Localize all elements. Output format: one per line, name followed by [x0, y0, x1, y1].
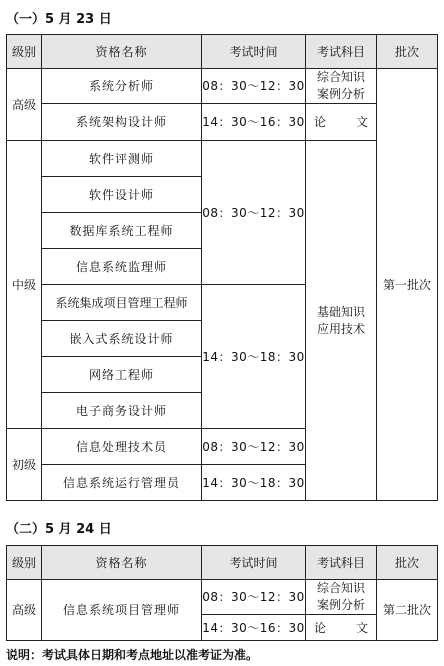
level-senior: 高级 — [7, 69, 42, 141]
table-row — [7, 580, 438, 615]
header-batch: 批次 — [377, 35, 438, 69]
header-time: 考试时间 — [202, 35, 306, 69]
qualification-cell: 数据库系统工程师 — [42, 213, 202, 249]
subject-cell — [306, 141, 377, 501]
subject-line: 应用技术 — [316, 321, 365, 336]
subject-cell — [306, 580, 377, 615]
header-subject: 考试科目 — [306, 546, 377, 580]
table-header-row — [7, 35, 438, 69]
header-qualification: 资格名称 — [42, 546, 202, 580]
subject-line: 案例分析 — [316, 598, 365, 612]
footnote: 说明：考试具体日期和考点地址以准考证为准。 — [6, 648, 259, 662]
time-cell: 08：30～12：30 — [202, 141, 306, 285]
header-subject: 考试科目 — [306, 35, 377, 69]
qualification-cell: 软件设计师 — [42, 177, 202, 213]
table-header-row — [7, 546, 438, 580]
time-cell: 08：30～12：30 — [202, 580, 306, 615]
time-cell: 14：30～18：30 — [202, 465, 306, 501]
time-cell: 14：30～16：30 — [202, 615, 306, 641]
level-intermediate: 中级 — [7, 141, 42, 429]
schedule-table-may24 — [6, 545, 438, 641]
subject-cell-thesis — [306, 104, 377, 141]
header-qualification: 资格名称 — [42, 35, 202, 69]
time-cell: 08：30～12：30 — [202, 69, 306, 104]
thesis-char: 论 — [314, 620, 327, 635]
subject-line: 案例分析 — [316, 87, 365, 101]
qualification-cell: 电子商务设计师 — [42, 393, 202, 429]
schedule-table-may23 — [6, 34, 438, 501]
time-cell: 14：30～16：30 — [202, 104, 306, 141]
subject-line: 综合知识 — [316, 581, 365, 595]
time-cell: 08：30～12：30 — [202, 429, 306, 465]
header-time: 考试时间 — [202, 546, 306, 580]
thesis-char: 文 — [355, 115, 368, 129]
qualification-cell: 信息系统运行管理员 — [42, 465, 202, 501]
qualification-cell: 信息处理技术员 — [42, 429, 202, 465]
time-cell: 14：30～18：30 — [202, 285, 306, 429]
batch-cell: 第一批次 — [377, 69, 438, 501]
qualification-cell: 系统集成项目管理工程师 — [42, 285, 202, 321]
qualification-cell: 软件评测师 — [42, 141, 202, 177]
qualification-cell: 信息系统项目管理师 — [42, 580, 202, 641]
header-batch: 批次 — [377, 546, 438, 580]
qualification-cell: 系统分析师 — [42, 69, 202, 104]
table-row — [7, 141, 438, 177]
subject-line: 综合知识 — [316, 70, 365, 84]
section2-title: （二）5 月 24 日 — [6, 522, 112, 537]
qualification-cell: 嵌入式系统设计师 — [42, 321, 202, 357]
subject-cell-thesis — [306, 615, 377, 641]
qualification-cell: 网络工程师 — [42, 357, 202, 393]
thesis-char: 论 — [314, 115, 327, 129]
level-senior: 高级 — [7, 580, 42, 641]
subject-cell — [306, 69, 377, 104]
section1-title: （一）5 月 23 日 — [6, 12, 112, 27]
subject-line: 基础知识 — [316, 304, 365, 319]
table-row — [7, 104, 438, 141]
qualification-cell: 信息系统监理师 — [42, 249, 202, 285]
header-level: 级别 — [7, 35, 42, 69]
level-junior: 初级 — [7, 429, 42, 501]
thesis-char: 文 — [355, 620, 368, 635]
header-level: 级别 — [7, 546, 42, 580]
batch-cell: 第二批次 — [377, 580, 438, 641]
table-row — [7, 69, 438, 104]
qualification-cell: 系统架构设计师 — [42, 104, 202, 141]
